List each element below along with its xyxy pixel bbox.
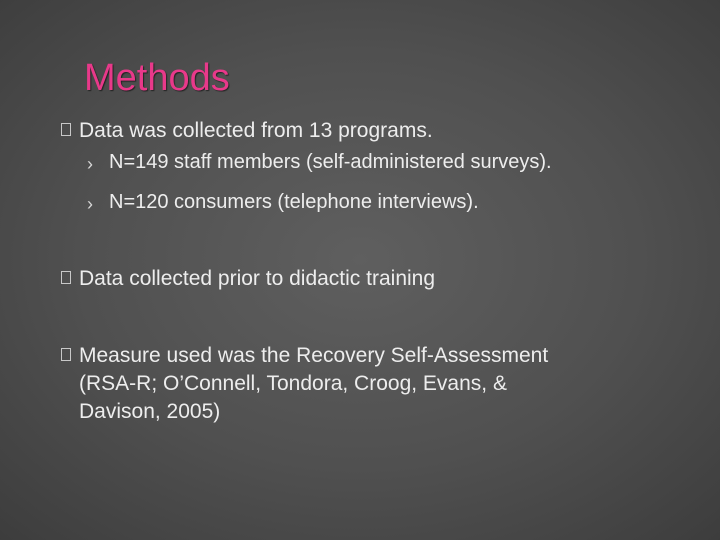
bullet-text: Data was collected from 13 programs. xyxy=(79,119,433,142)
sub-bullet-text: N=120 consumers (telephone interviews). xyxy=(109,191,479,213)
bullet-box-icon xyxy=(61,271,71,284)
bullet-box-icon xyxy=(61,123,71,136)
slide-title: Methods xyxy=(84,57,230,99)
bullet-text: Data collected prior to didactic training xyxy=(79,267,436,290)
bullet-text-line: (RSA-R; O’Connell, Tondora, Croog, Evans, & xyxy=(79,372,507,395)
bullet-text xyxy=(79,342,548,426)
bullet-text-line: Measure used was the Recovery Self-Assessment xyxy=(79,344,549,367)
chevron-right-icon: › xyxy=(87,194,93,214)
chevron-right-icon: › xyxy=(87,154,93,174)
bullet-text-line: Davison, 2005) xyxy=(79,400,221,423)
bullet-box-icon xyxy=(61,348,71,361)
sub-bullet-text: N=149 staff members (self-administered surveys). xyxy=(109,151,552,173)
